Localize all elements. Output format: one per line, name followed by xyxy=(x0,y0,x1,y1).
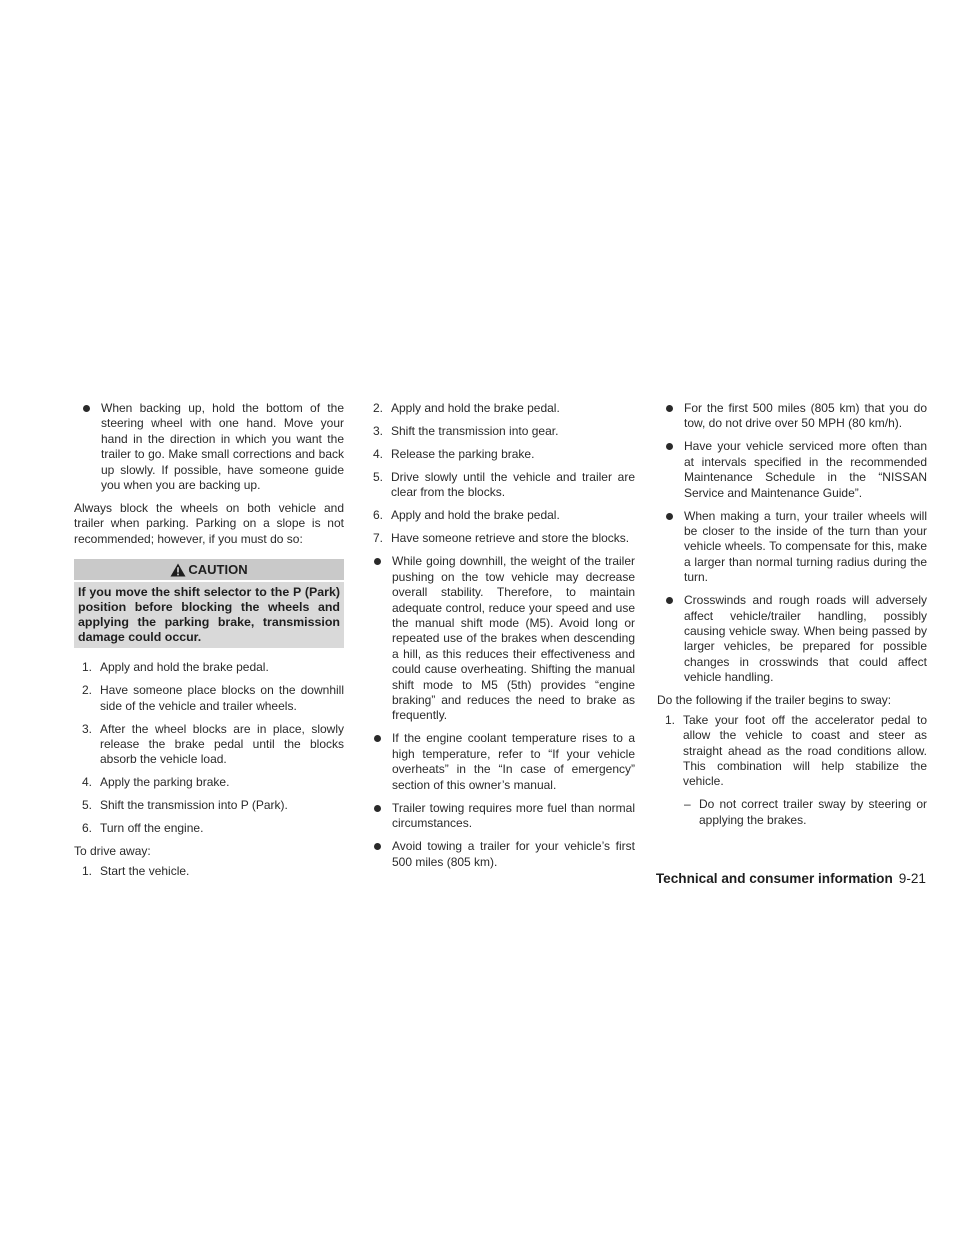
step-text: Drive slowly until the vehicle and trailer are clear from the blocks. xyxy=(391,470,635,500)
list-item xyxy=(365,531,635,546)
bullet-text: Have your vehicle serviced more often than at intervals specified in the recommended Maintenance Schedule in the “NISSAN Service and Maintenance Guide”. xyxy=(684,439,927,500)
column-1 xyxy=(74,401,344,887)
list-item xyxy=(657,401,927,432)
page-footer xyxy=(656,871,926,886)
list-item xyxy=(365,731,635,793)
step-number: 3. xyxy=(373,424,384,438)
step-number: 5. xyxy=(373,470,384,484)
bullet-text: While going downhill, the weight of the trailer pushing on the tow vehicle may decrease overall stability. Therefore, to maintain adequate control, reduce your speed and use the manual shift mode (M5). Avoid long or repeated use of the brakes when descending a hill, as this reduces their effectiveness and could cause overheating. Shifting the manual shift mode to M5 (5th) provides “engine braking” and reduces the need to brake as frequently. xyxy=(392,554,635,723)
bullet-text: If the engine coolant temperature rises to a high temperature, refer to “If your vehicle overheats” in the “In case of emergency” section of this owner’s manual. xyxy=(392,731,635,792)
bullet-icon xyxy=(666,513,673,520)
sub-item-text: Do not correct trailer sway by steering or applying the brakes. xyxy=(699,797,927,827)
bullet-text: Avoid towing a trailer for your vehicle’s first 500 miles (805 km). xyxy=(392,839,635,869)
warning-triangle-icon xyxy=(170,563,186,577)
list-item xyxy=(74,864,344,879)
bullet-icon xyxy=(666,443,673,450)
step-number: 2. xyxy=(373,401,384,415)
bullet-icon xyxy=(374,558,381,565)
step-number: 2. xyxy=(82,683,93,698)
list-item xyxy=(74,660,344,675)
list-item xyxy=(365,839,635,870)
step-text: Take your foot off the accelerator pedal to allow the vehicle to coast and steer as straight ahead as the road conditions allow. This combination will help stabilize the vehicle. xyxy=(683,712,927,789)
bullet-icon xyxy=(374,805,381,812)
paragraph: Do the following if the trailer begins to sway: xyxy=(657,693,892,708)
step-number: 6. xyxy=(82,821,93,836)
sub-list-item xyxy=(657,797,927,828)
caution-header xyxy=(74,559,344,580)
list-item xyxy=(74,722,344,768)
bullet-icon xyxy=(374,735,381,742)
step-number: 6. xyxy=(373,508,384,523)
step-number: 1. xyxy=(82,660,93,675)
list-item xyxy=(74,798,344,813)
step-number: 1. xyxy=(82,863,93,878)
step-number: 4. xyxy=(82,775,93,790)
step-text: Shift the transmission into gear. xyxy=(391,424,559,438)
step-text: Start the vehicle. xyxy=(100,863,190,878)
step-number: 3. xyxy=(82,721,93,736)
bullet-text: Trailer towing requires more fuel than normal circumstances. xyxy=(392,800,635,831)
step-number: 7. xyxy=(373,531,384,546)
step-text: Apply and hold the brake pedal. xyxy=(391,508,560,523)
caution-title: CAUTION xyxy=(188,562,248,578)
column-3 xyxy=(657,401,927,834)
list-item xyxy=(365,470,635,501)
list-item xyxy=(657,509,927,586)
step-number: 4. xyxy=(373,447,384,461)
step-text: Apply the parking brake. xyxy=(100,775,230,790)
bullet-text: Crosswinds and rough roads will adversely affect vehicle/trailer handling, possibly causing vehicle sway. When being passed by larger vehicles, be prepared for possible changes in crosswinds that could affect vehicle handling. xyxy=(684,593,927,685)
column-2 xyxy=(365,401,635,878)
list-item xyxy=(74,401,344,493)
bullet-icon xyxy=(83,405,90,412)
caution-box xyxy=(74,559,344,648)
list-item xyxy=(74,683,344,714)
step-text: Release the parking brake. xyxy=(391,447,535,461)
bullet-icon xyxy=(666,405,673,412)
list-item xyxy=(365,554,635,723)
caution-text: If you move the shift selector to the P (Park) position before blocking the wheels and applying the parking brake, transmission damage could occur. xyxy=(74,582,344,648)
step-text: Turn off the engine. xyxy=(100,821,204,836)
list-item xyxy=(657,713,927,790)
section-title: Technical and consumer information xyxy=(655,871,893,886)
bullet-text: When backing up, hold the bottom of the steering wheel with one hand. Move your hand in the direction in which you want the trailer to go. Make small corrections and back up slowly. If possible, have someone guide you when you are backing up. xyxy=(101,401,344,493)
list-item xyxy=(365,508,635,523)
step-text: Apply and hold the brake pedal. xyxy=(391,401,560,415)
step-text: Have someone place blocks on the downhill side of the vehicle and trailer wheels. xyxy=(100,683,344,713)
step-number: 5. xyxy=(82,798,93,813)
page-number: 9-21 xyxy=(898,871,926,886)
step-text: Shift the transmission into P (Park). xyxy=(100,798,288,813)
list-item xyxy=(365,447,635,462)
list-item xyxy=(74,775,344,790)
paragraph: To drive away: xyxy=(74,844,151,859)
list-item xyxy=(365,401,635,416)
bullet-icon xyxy=(374,843,381,850)
step-number: 1. xyxy=(665,712,676,727)
list-item xyxy=(365,801,635,832)
list-item xyxy=(74,821,344,836)
bullet-text: For the first 500 miles (805 km) that you do tow, do not drive over 50 MPH (80 km/h). xyxy=(684,401,927,431)
paragraph: Always block the wheels on both vehicle and trailer when parking. Parking on a slope is not recommended; however, if you must do so: xyxy=(74,501,344,546)
bullet-text: When making a turn, your trailer wheels will be closer to the inside of the turn than your vehicle wheels. To compensate for this, make a larger than normal turning radius during the turn. xyxy=(684,508,927,585)
dash-marker: – xyxy=(684,797,691,812)
list-item xyxy=(365,424,635,439)
list-item xyxy=(657,439,927,501)
bullet-icon xyxy=(666,597,673,604)
step-text: Apply and hold the brake pedal. xyxy=(100,660,269,675)
step-text: After the wheel blocks are in place, slowly release the brake pedal until the blocks absorb the vehicle load. xyxy=(100,721,344,767)
step-text: Have someone retrieve and store the blocks. xyxy=(391,531,630,546)
list-item xyxy=(657,593,927,685)
